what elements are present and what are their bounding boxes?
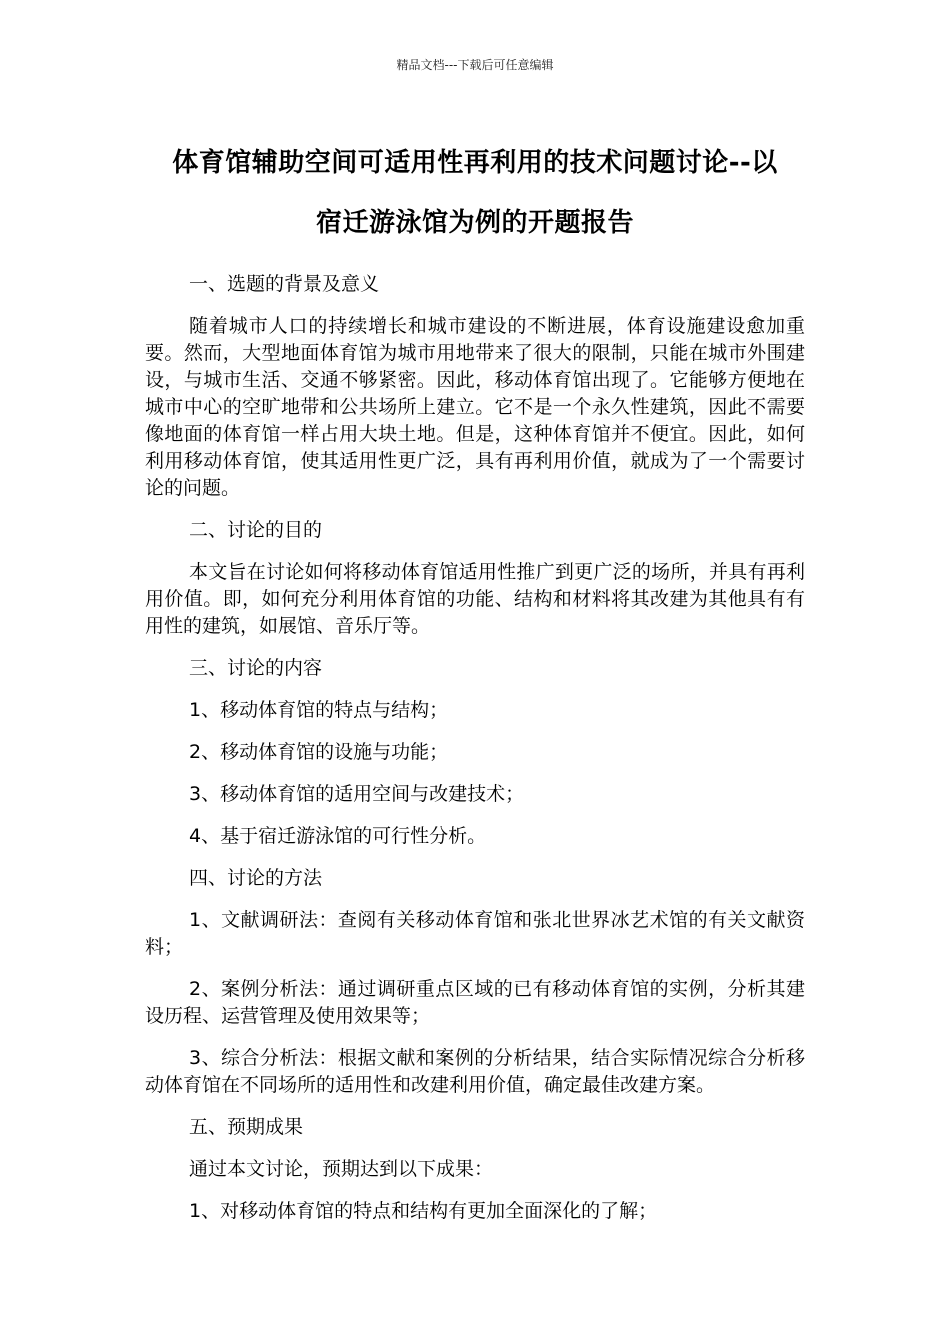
document-body	[145, 271, 805, 1240]
list-item: 2、案例分析法：通过调研重点区域的已有移动体育馆的实例，分析其建设历程、运营管理及使用效果等；	[145, 978, 805, 1027]
section-heading-methods: 四、讨论的方法	[189, 867, 323, 889]
paragraph-background: 随着城市人口的持续增长和城市建设的不断进展，体育设施建设愈加重要。然而，大型地面体育馆为城市用地带来了很大的限制，只能在城市外围建设，与城市生活、交通不够紧密。因此，移动体育馆出现了。它能够方便地在城市中心的空旷地带和公共场所上建立。它不是一个永久性建筑，因此不需要像地面的体育馆一样占用大块土地。但是，这种体育馆并不便宜。因此，如何利用移动体育馆，使其适用性更广泛，具有再利用价值，就成为了一个需要讨论的问题。	[145, 315, 805, 499]
section-heading-results: 五、预期成果	[189, 1116, 304, 1138]
section-heading-purpose: 二、讨论的目的	[189, 519, 323, 541]
list-item: 1、移动体育馆的特点与结构；	[189, 699, 449, 721]
paragraph-results-intro: 通过本文讨论，预期达到以下成果：	[189, 1158, 494, 1180]
section-heading-content: 三、讨论的内容	[189, 657, 323, 679]
list-item: 4、基于宿迁游泳馆的可行性分析。	[189, 825, 487, 847]
section-heading-background: 一、选题的背景及意义	[189, 273, 380, 295]
document-title	[140, 133, 810, 253]
title-line-2: 宿迁游泳馆为例的开题报告	[315, 208, 634, 238]
list-item: 3、移动体育馆的适用空间与改建技术；	[189, 783, 525, 805]
list-item: 2、移动体育馆的设施与功能；	[189, 741, 449, 763]
paragraph-purpose: 本文旨在讨论如何将移动体育馆适用性推广到更广泛的场所，并具有再利用价值。即，如何充分利用体育馆的功能、结构和材料将其改建为其他具有有用性的建筑，如展馆、音乐厅等。	[145, 561, 805, 637]
title-line-1: 体育馆辅助空间可适用性再利用的技术问题讨论--以	[172, 148, 778, 178]
list-item: 1、对移动体育馆的特点和结构有更加全面深化的了解；	[189, 1200, 658, 1222]
page-header: 精品文档---下载后可任意编辑	[396, 58, 554, 72]
list-item: 3、综合分析法：根据文献和案例的分析结果，结合实际情况综合分析移动体育馆在不同场所的适用性和改建利用价值，确定最佳改建方案。	[145, 1047, 805, 1096]
list-item: 1、文献调研法：查阅有关移动体育馆和张北世界冰艺术馆的有关文献资料；	[145, 909, 805, 958]
